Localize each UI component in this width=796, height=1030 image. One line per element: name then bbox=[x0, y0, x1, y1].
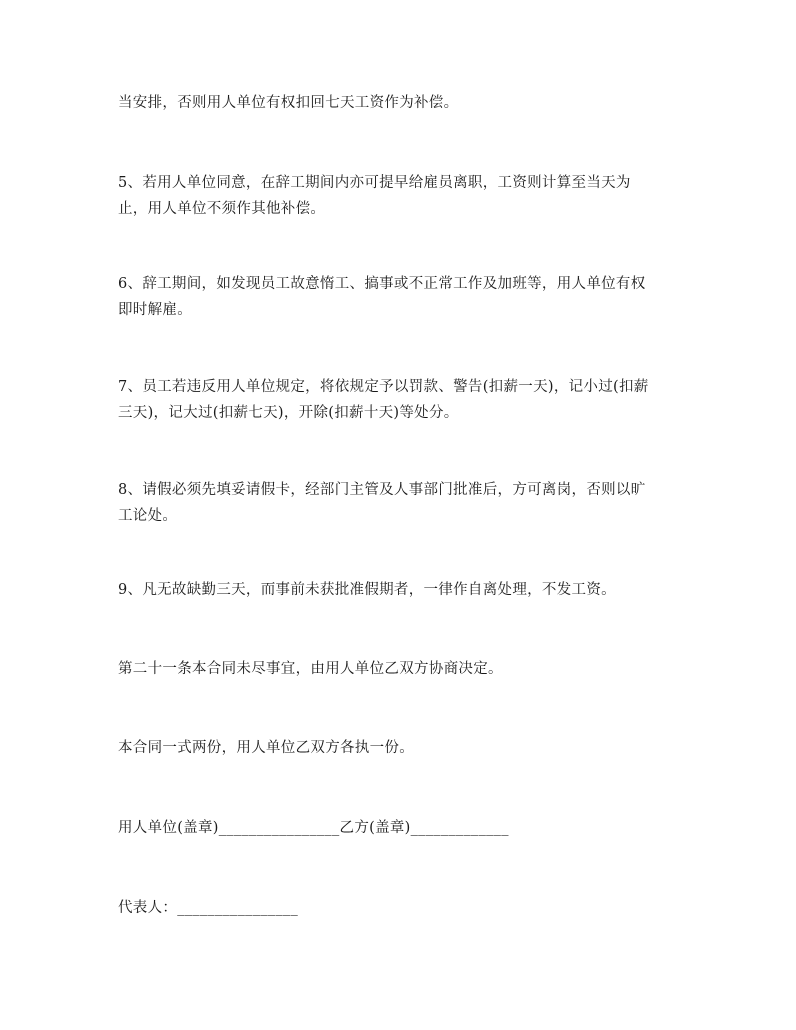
text-line: 代表人：________________ bbox=[118, 900, 298, 916]
signature-line bbox=[118, 815, 684, 841]
paragraph-item-9 bbox=[118, 577, 684, 603]
paragraph-item-7 bbox=[118, 374, 684, 426]
paragraph-article-21 bbox=[118, 656, 684, 682]
paragraph-copies bbox=[118, 735, 684, 761]
text-line: 本合同一式两份，用人单位乙双方各执一份。 bbox=[118, 740, 414, 756]
paragraph-item-6 bbox=[118, 271, 684, 323]
text-line: 第二十一条本合同未尽事宜，由用人单位乙双方协商决定。 bbox=[118, 661, 503, 677]
paragraph-item-8 bbox=[118, 477, 684, 529]
text-line: 6、辞工期间，如发现员工故意惰工、搞事或不正常工作及加班等，用人单位有权 bbox=[118, 276, 646, 292]
text-line: 7、员工若违反用人单位规定，将依规定予以罚款、警告(扣薪一天)，记小过(扣薪 bbox=[118, 379, 649, 395]
paragraph-compensation-continuation bbox=[118, 90, 684, 116]
representative-line bbox=[118, 895, 684, 921]
text-line: 工论处。 bbox=[118, 508, 178, 524]
paragraph-item-5 bbox=[118, 170, 684, 222]
text-line: 8、请假必须先填妥请假卡，经部门主管及人事部门批准后，方可离岗，否则以旷 bbox=[118, 482, 646, 498]
text-line: 9、凡无故缺勤三天，而事前未获批准假期者，一律作自离处理，不发工资。 bbox=[118, 582, 616, 598]
text-line: 用人单位(盖章)________________乙方(盖章)_____________ bbox=[118, 820, 509, 836]
text-line: 止，用人单位不须作其他补偿。 bbox=[118, 201, 326, 217]
text-line: 5、若用人单位同意，在辞工期间内亦可提早给雇员离职，工资则计算至当天为 bbox=[118, 175, 631, 191]
text-line: 即时解雇。 bbox=[118, 302, 192, 318]
text-line: 三天)，记大过(扣薪七天)，开除(扣薪十天)等处分。 bbox=[118, 405, 459, 421]
text-line: 当安排，否则用人单位有权扣回七天工资作为补偿。 bbox=[118, 95, 459, 111]
